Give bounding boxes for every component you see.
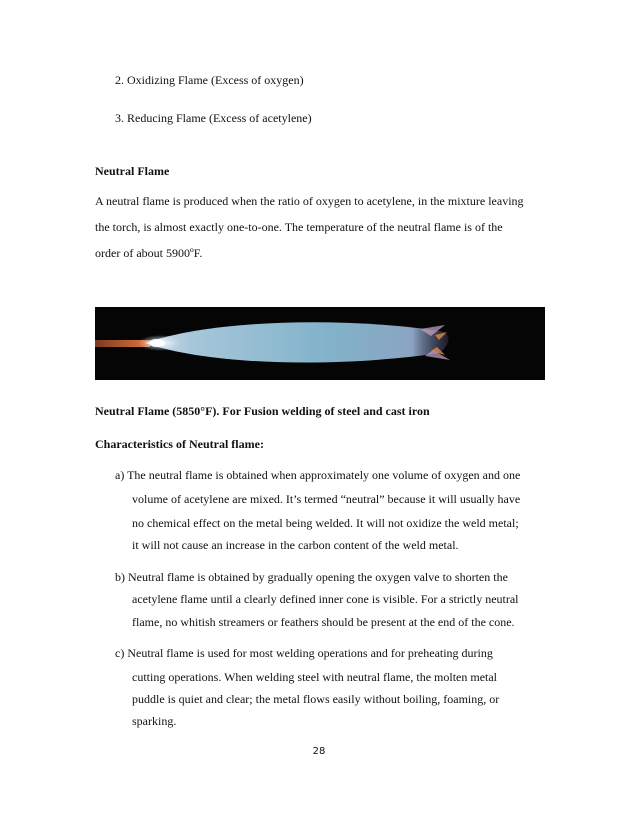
- list-item-b-line: b) Neutral flame is obtained by gradually opening the oxygen valve to shorten the: [115, 570, 508, 584]
- figure-caption: Neutral Flame (5850°F). For Fusion welding of steel and cast iron: [95, 404, 430, 418]
- list-item-b-line: acetylene flame until a clearly defined inner cone is visible. For a strictly neutral: [132, 592, 519, 606]
- list-item-c-line: puddle is quiet and clear; the metal flows easily without boiling, foaming, or: [132, 692, 500, 706]
- list-item-a-line: it will not cause an increase in the carbon content of the weld metal.: [132, 538, 459, 552]
- section-heading-characteristics: Characteristics of Neutral flame:: [95, 437, 264, 451]
- section-heading-neutral-flame: Neutral Flame: [95, 164, 170, 178]
- paragraph-line: order of about 5900ºF.: [95, 246, 203, 260]
- neutral-flame-photo: [95, 307, 545, 380]
- neutral-flame-illustration: [95, 307, 545, 380]
- list-item-c-line: c) Neutral flame is used for most welding operations and for preheating during: [115, 646, 493, 660]
- list-item-c-line: cutting operations. When welding steel with neutral flame, the molten metal: [132, 670, 498, 684]
- list-item-a-line: volume of acetylene are mixed. It’s termed “neutral” because it will usually have: [132, 492, 521, 506]
- list-item-b-line: flame, no whitish streamers or feathers should be present at the end of the cone.: [132, 615, 515, 629]
- paragraph-line: A neutral flame is produced when the ratio of oxygen to acetylene, in the mixture leaving: [95, 194, 524, 208]
- list-item-c-line: sparking.: [132, 714, 177, 728]
- list-item-oxidizing-flame: 2. Oxidizing Flame (Excess of oxygen): [115, 73, 304, 87]
- page-number: 28: [312, 746, 326, 757]
- neutral-flame-paragraph: [95, 188, 545, 266]
- list-item-a-line: no chemical effect on the metal being welded. It will not oxidize the weld metal;: [132, 516, 519, 530]
- list-item-a-line: a) The neutral flame is obtained when approximately one volume of oxygen and one: [115, 468, 521, 482]
- list-item-reducing-flame: 3. Reducing Flame (Excess of acetylene): [115, 111, 312, 125]
- paragraph-line: the torch, is almost exactly one-to-one. The temperature of the neutral flame is of the: [95, 220, 503, 234]
